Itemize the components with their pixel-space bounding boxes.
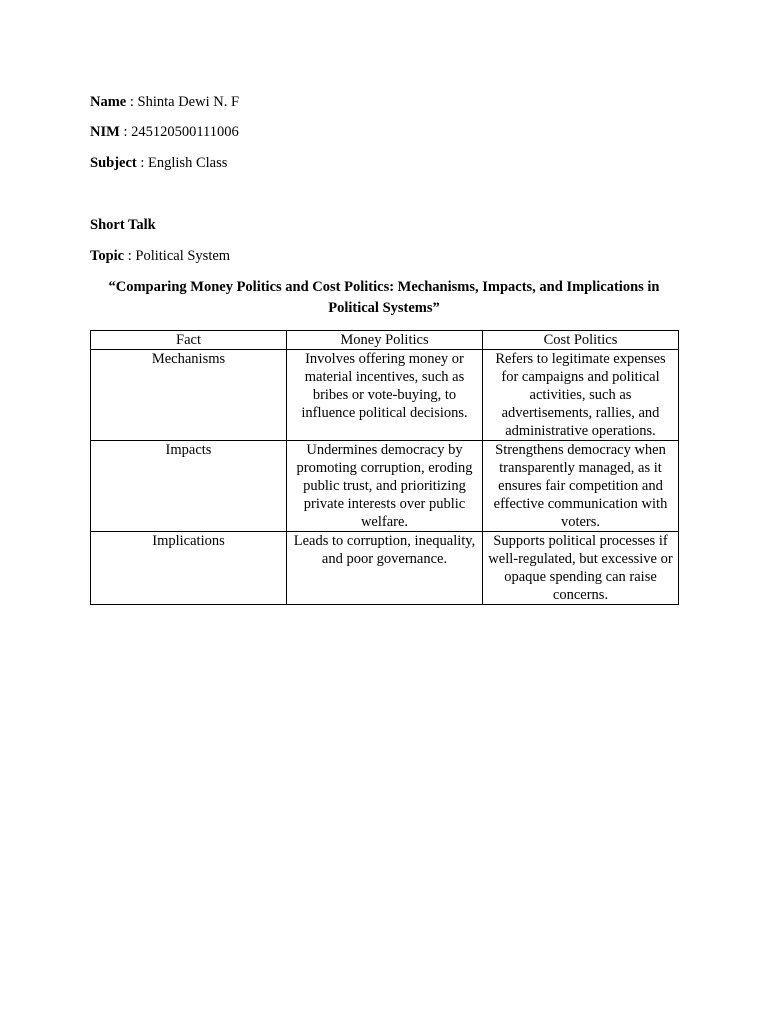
topic-line <box>90 247 230 265</box>
topic-value: : Political System <box>124 248 231 264</box>
name-label: Name <box>90 94 127 110</box>
header-cost-politics: Cost Politics <box>483 331 679 350</box>
table-row <box>91 532 679 605</box>
cell-money-politics: Undermines democracy by promoting corruption, eroding public trust, and prioritizing private interests over public welfare. <box>287 441 483 532</box>
document-title: “Comparing Money Politics and Cost Politics: Mechanisms, Impacts, and Implications in Political Systems” <box>108 279 660 316</box>
comparison-table <box>90 330 679 605</box>
cell-fact: Implications <box>91 532 287 605</box>
nim-label: NIM <box>90 124 120 140</box>
name-line <box>90 93 239 111</box>
table-row <box>91 350 679 441</box>
cell-cost-politics: Strengthens democracy when transparently managed, as it ensures fair competition and effective communication with voters. <box>483 441 679 532</box>
cell-money-politics: Leads to corruption, inequality, and poor governance. <box>287 532 483 605</box>
header-fact: Fact <box>91 331 287 350</box>
table-row <box>91 441 679 532</box>
header-money-politics: Money Politics <box>287 331 483 350</box>
name-value: : Shinta Dewi N. F <box>126 94 240 110</box>
cell-cost-politics: Supports political processes if well-regulated, but excessive or opaque spending can raise concerns. <box>483 532 679 605</box>
cell-money-politics: Involves offering money or material incentives, such as bribes or vote-buying, to influence political decisions. <box>287 350 483 441</box>
short-talk-heading: Short Talk <box>90 217 156 233</box>
topic-label: Topic <box>90 248 125 264</box>
cell-fact: Impacts <box>91 441 287 532</box>
nim-line <box>90 123 239 141</box>
table-header-row <box>91 331 679 350</box>
subject-line <box>90 154 227 172</box>
subject-label: Subject <box>90 155 137 171</box>
subject-value: : English Class <box>136 155 228 171</box>
cell-fact: Mechanisms <box>91 350 287 441</box>
cell-cost-politics: Refers to legitimate expenses for campaigns and political activities, such as advertisements, rallies, and administrative operations. <box>483 350 679 441</box>
nim-value: : 245120500111006 <box>119 124 239 140</box>
